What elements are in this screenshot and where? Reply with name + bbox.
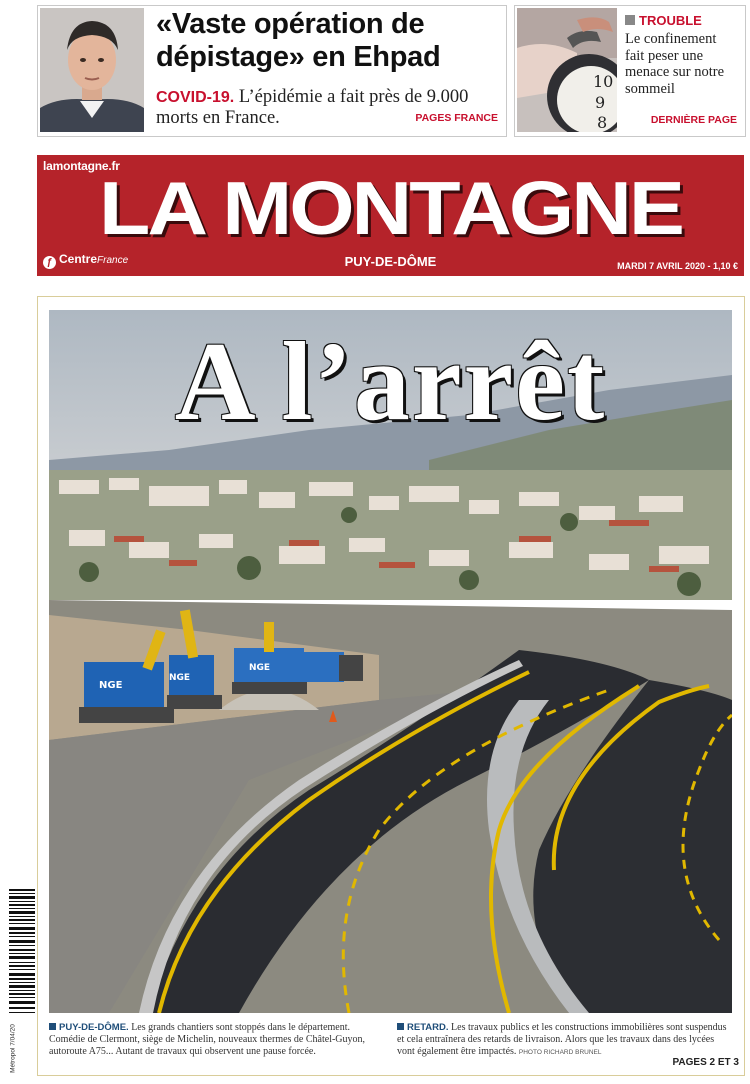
teaser-kicker: COVID-19. <box>156 89 235 106</box>
svg-text:NGE: NGE <box>99 680 123 691</box>
masthead <box>37 155 744 276</box>
side-teaser-kicker: TROUBLE <box>625 13 702 28</box>
main-headline[interactable]: A l’arrêt <box>174 320 607 444</box>
teaser-side[interactable] <box>514 5 746 137</box>
svg-text:NGE: NGE <box>249 663 271 673</box>
photo-caption-right: RETARD. Les travaux publics et les constructions immobilières sont suspendus et cela entraînera des retards de livraison. Alors que les travaux dans des lycées vont également être impactés. PHOTO RICHARD BRUNEL <box>397 1022 727 1057</box>
date-price: MARDI 7 AVRIL 2020 - 1,10 € <box>617 261 738 271</box>
side-teaser-text[interactable]: Le confinement fait peser une menace sur notre sommeil <box>625 31 725 97</box>
group-logo: ƒ CentreFrance <box>43 252 128 269</box>
svg-text:NGE: NGE <box>169 673 191 683</box>
edition-label: PUY-DE-DÔME <box>344 254 437 269</box>
pages-reference[interactable]: PAGES 2 ET 3 <box>672 1057 739 1068</box>
portrait-photo <box>40 8 144 132</box>
side-teaser-page-link[interactable]: DERNIÈRE PAGE <box>650 114 737 126</box>
site-url[interactable]: lamontagne.fr <box>43 159 120 173</box>
svg-text:8: 8 <box>597 113 608 132</box>
svg-text:9: 9 <box>595 93 606 112</box>
centre-france-logo-icon: ƒ <box>43 256 56 269</box>
teaser-text: L’épidémie a fait près de 9.000 morts en France. <box>156 87 469 128</box>
teaser-title[interactable]: «Vaste opération de dépistage» en Ehpad <box>156 8 441 73</box>
square-bullet-icon <box>49 1023 56 1030</box>
square-bullet-icon <box>625 15 635 25</box>
svg-text:10: 10 <box>593 72 614 91</box>
photo-credit: PHOTO RICHARD BRUNEL <box>518 1049 602 1056</box>
newspaper-title: LA MONTAGNE <box>99 165 682 251</box>
teaser-page-link[interactable]: PAGES FRANCE <box>415 112 498 124</box>
teaser-main[interactable] <box>37 5 507 137</box>
photo-caption-left: PUY-DE-DÔME. Les grands chantiers sont stoppés dans le département. Comédie de Clermont, siège de Michelin, nouveaux thermes de Châtel-Guyon, autoroute A75... Autant de travaux qui observent une pause forcée. <box>49 1022 366 1057</box>
square-bullet-icon <box>397 1023 404 1030</box>
barcode-text: Métropol 7/04/20 <box>9 1024 17 1073</box>
alarm-clock-photo <box>517 8 617 132</box>
barcode-icon <box>9 887 35 1017</box>
